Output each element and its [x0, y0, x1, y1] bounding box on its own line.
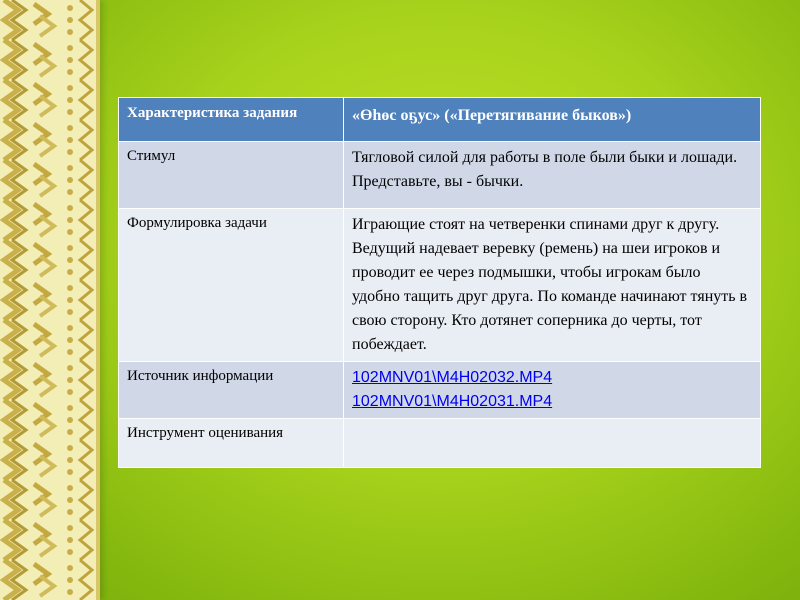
- table-row: [119, 419, 761, 468]
- table-row: [119, 362, 761, 419]
- task-table-container: [118, 97, 760, 468]
- source-link-1[interactable]: 102MNV01\M4H02032.MP4: [352, 369, 553, 386]
- row-value-stimulus: Тягловой силой для работы в поле были быки и лошади. Представьте, вы - бычки.: [344, 142, 761, 209]
- table-row: [119, 142, 761, 209]
- row-value-source: [344, 362, 761, 419]
- row-label-assessment-tool: Инструмент оценивания: [119, 419, 344, 468]
- table-row: [119, 209, 761, 362]
- row-label-task-formulation: Формулировка задачи: [119, 209, 344, 362]
- ornamental-border: [0, 0, 100, 600]
- row-value-assessment-tool: [344, 419, 761, 468]
- table-header-row: [119, 98, 761, 142]
- row-label-stimulus: Стимул: [119, 142, 344, 209]
- header-cell-characteristic: Характеристика задания: [119, 98, 344, 142]
- row-label-source: Источник информации: [119, 362, 344, 419]
- row-value-task-formulation: Играющие стоят на четверенки спинами друг к другу. Ведущий надевает веревку (ремень) на шеи игроков и проводит ее через подмышки, чтобы игрокам было удобно тащить друг друга. По команде начинают тянуть в свою сторону. Кто дотянет соперника до черты, тот побеждает.: [344, 209, 761, 362]
- wheat-ornament-icon: [0, 0, 100, 600]
- source-link-2[interactable]: 102MNV01\M4H02031.MP4: [352, 393, 553, 410]
- task-table: [118, 97, 761, 468]
- header-cell-game-title: «Өһөс оҕус» («Перетягивание быков»): [344, 98, 761, 142]
